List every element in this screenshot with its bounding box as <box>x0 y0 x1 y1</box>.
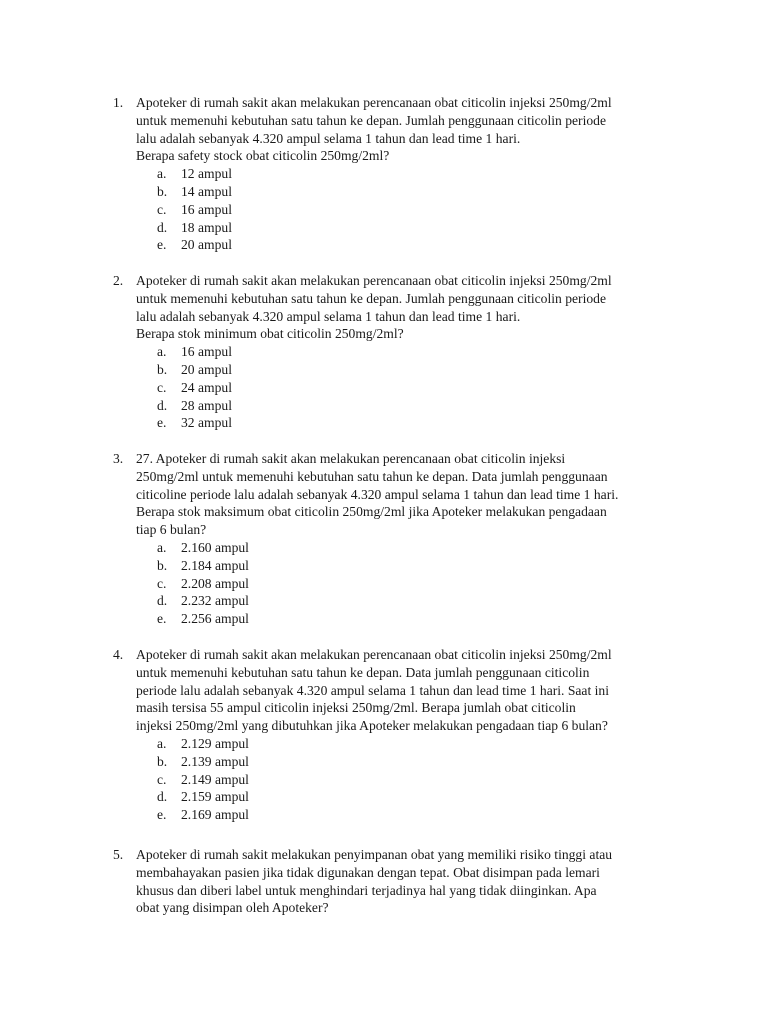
option-letter: c. <box>157 201 167 217</box>
question-prompt: Berapa stok maksimum obat citicolin 250mg/2ml jika Apoteker melakukan pengadaan <box>136 504 607 520</box>
option-letter: b. <box>157 753 168 769</box>
question-number: 4. <box>113 647 124 662</box>
answer-option <box>136 379 716 397</box>
answer-option <box>136 788 716 806</box>
question-text-line: untuk memenuhi kebutuhan satu tahun ke depan. Jumlah penggunaan citicolin periode <box>136 112 606 128</box>
option-text: 14 ampul <box>181 183 232 199</box>
option-letter: d. <box>157 219 168 235</box>
question-prompt: tiap 6 bulan? <box>136 522 207 538</box>
question-prompt: Berapa safety stock obat citicolin 250mg/2ml? <box>136 148 390 164</box>
question-text-line: lalu adalah sebanyak 4.320 ampul selama 1 tahun dan lead time 1 hari. <box>136 130 521 146</box>
answer-option <box>136 183 716 201</box>
question-prompt: injeksi 250mg/2ml yang dibutuhkan jika Apoteker melakukan pengadaan tiap 6 bulan? <box>136 718 608 734</box>
option-text: 18 ampul <box>181 219 232 235</box>
option-letter: e. <box>157 237 167 253</box>
question-number: 3. <box>113 451 124 466</box>
question-text-line: masih tersisa 55 ampul citicolin injeksi 250mg/2ml. Berapa jumlah obat citicolin <box>136 700 576 716</box>
option-letter: b. <box>157 557 168 573</box>
answer-option <box>136 539 716 557</box>
question-text-line: khusus dan diberi label untuk menghindari terjadinya hal yang tidak diinginkan. Apa <box>136 882 597 898</box>
option-letter: e. <box>157 611 167 627</box>
answer-options <box>136 539 716 628</box>
option-text: 16 ampul <box>181 201 232 217</box>
question-prompt: Berapa stok minimum obat citicolin 250mg/2ml? <box>136 326 404 342</box>
option-letter: c. <box>157 379 167 395</box>
answer-option <box>136 397 716 415</box>
question-text-line: untuk memenuhi kebutuhan satu tahun ke depan. Jumlah penggunaan citicolin periode <box>136 290 606 306</box>
question-text-line: lalu adalah sebanyak 4.320 ampul selama 1 tahun dan lead time 1 hari. <box>136 308 521 324</box>
option-text: 20 ampul <box>181 237 232 253</box>
answer-option <box>136 343 716 361</box>
answer-option <box>136 610 716 628</box>
option-text: 20 ampul <box>181 361 232 377</box>
question-text-line: untuk memenuhi kebutuhan satu tahun ke depan. Data jumlah penggunaan citicolin <box>136 664 590 680</box>
question-text-line: Apoteker di rumah sakit akan melakukan perencanaan obat citicolin injeksi 250mg/2ml <box>136 95 612 110</box>
option-text: 2.149 ampul <box>181 771 249 787</box>
option-text: 28 ampul <box>181 397 232 413</box>
option-text: 2.160 ampul <box>181 539 249 555</box>
answer-option <box>136 575 716 593</box>
answer-option <box>136 361 716 379</box>
answer-option <box>136 414 716 432</box>
question-text-line: 27. Apoteker di rumah sakit akan melakukan perencanaan obat citicolin injeksi <box>136 451 566 466</box>
option-letter: a. <box>157 539 167 555</box>
question-text-line: Apoteker di rumah sakit akan melakukan perencanaan obat citicolin injeksi 250mg/2ml <box>136 273 612 288</box>
answer-option <box>136 592 716 610</box>
option-text: 2.232 ampul <box>181 593 249 609</box>
question-text-line: citicoline periode lalu adalah sebanyak 4.320 ampul selama 1 tahun dan lead time 1 hari. <box>136 486 619 502</box>
answer-option <box>136 753 716 771</box>
question-text-line: 250mg/2ml untuk memenuhi kebutuhan satu tahun ke depan. Data jumlah penggunaan <box>136 468 608 484</box>
answer-option <box>136 771 716 789</box>
question-number: 1. <box>113 95 124 110</box>
option-letter: b. <box>157 361 168 377</box>
question-text-line: Apoteker di rumah sakit akan melakukan perencanaan obat citicolin injeksi 250mg/2ml <box>136 647 612 662</box>
answer-option <box>136 557 716 575</box>
option-text: 2.208 ampul <box>181 575 249 591</box>
option-text: 16 ampul <box>181 344 232 360</box>
option-text: 12 ampul <box>181 166 232 182</box>
answer-option <box>136 735 716 753</box>
option-letter: c. <box>157 575 167 591</box>
answer-options <box>136 343 716 432</box>
answer-option <box>136 806 716 824</box>
option-text: 32 ampul <box>181 415 232 431</box>
question-number: 5. <box>113 847 124 862</box>
question-text-line: Apoteker di rumah sakit melakukan penyimpanan obat yang memiliki risiko tinggi atau <box>136 847 613 862</box>
option-text: 2.184 ampul <box>181 557 249 573</box>
option-letter: c. <box>157 771 167 787</box>
answer-option <box>136 201 716 219</box>
option-letter: d. <box>157 397 168 413</box>
question-number: 2. <box>113 273 124 288</box>
answer-options <box>136 165 716 254</box>
answer-option <box>136 219 716 237</box>
option-letter: e. <box>157 807 167 823</box>
question-text-line: membahayakan pasien jika tidak digunakan dengan tepat. Obat disimpan pada lemari <box>136 864 600 880</box>
option-letter: d. <box>157 593 168 609</box>
question-text-line: periode lalu adalah sebanyak 4.320 ampul selama 1 tahun dan lead time 1 hari. Saat ini <box>136 682 609 698</box>
option-text: 2.139 ampul <box>181 753 249 769</box>
option-letter: a. <box>157 735 167 751</box>
option-letter: a. <box>157 166 167 182</box>
option-text: 2.129 ampul <box>181 735 249 751</box>
option-letter: d. <box>157 789 168 805</box>
answer-options <box>136 735 716 824</box>
option-text: 2.256 ampul <box>181 611 249 627</box>
answer-option <box>136 236 716 254</box>
option-text: 24 ampul <box>181 379 232 395</box>
question-prompt: obat yang disimpan oleh Apoteker? <box>136 900 329 916</box>
option-text: 2.169 ampul <box>181 807 249 823</box>
option-text: 2.159 ampul <box>181 789 249 805</box>
option-letter: a. <box>157 344 167 360</box>
answer-option <box>136 165 716 183</box>
option-letter: e. <box>157 415 167 431</box>
option-letter: b. <box>157 183 168 199</box>
